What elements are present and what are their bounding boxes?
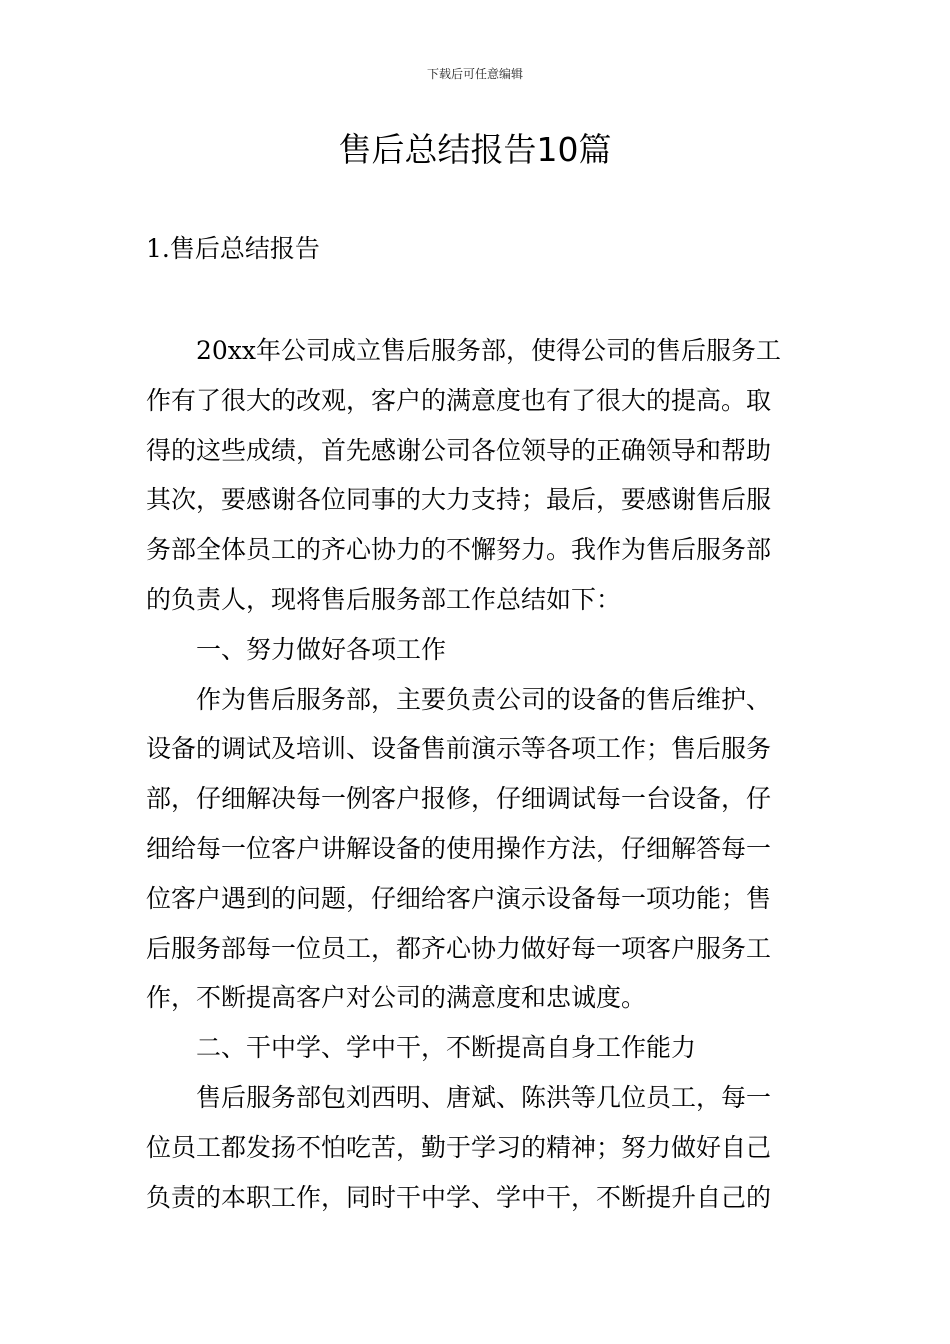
paragraph-line: 负责的本职工作，同时干中学、学中干，不断提升自己的 <box>146 1182 772 1212</box>
paragraph-line: 位员工都发扬不怕吃苦，勤于学习的精神；努力做好自己 <box>146 1132 772 1162</box>
paragraph-line: 作，不断提高客户对公司的满意度和忠诚度。 <box>146 983 647 1013</box>
paragraph-line: 位客户遇到的问题，仔细给客户演示设备每一项功能；售 <box>146 883 772 913</box>
header-note: 下载后可任意编辑 <box>426 67 523 81</box>
paragraph-line: 其次，要感谢各位同事的大力支持；最后，要感谢售后服 <box>146 485 772 515</box>
paragraph-line: 部，仔细解决每一例客户报修，仔细调试每一台设备，仔 <box>146 784 772 814</box>
paragraph-line: 售后服务部包刘西明、唐斌、陈洪等几位员工，每一 <box>196 1082 772 1112</box>
paragraph-line: 务部全体员工的齐心协力的不懈努力。我作为售后服务部 <box>146 535 772 565</box>
document-title: 售后总结报告10篇 <box>338 130 612 169</box>
paragraph-line: 20xx年公司成立售后服务部，使得公司的售后服务工 <box>196 336 782 365</box>
paragraph-line: 作有了很大的改观，客户的满意度也有了很大的提高。取 <box>146 385 772 415</box>
paragraph-line: 细给每一位客户讲解设备的使用操作方法，仔细解答每一 <box>146 833 772 863</box>
paragraph-line: 的负责人，现将售后服务部工作总结如下： <box>146 584 622 614</box>
subheading-line: 二、干中学、学中干，不断提高自身工作能力 <box>196 1033 697 1063</box>
paragraph-line: 作为售后服务部，主要负责公司的设备的售后维护、 <box>196 684 772 714</box>
section-heading: 1.售后总结报告 <box>146 234 320 263</box>
paragraph-line: 设备的调试及培训、设备售前演示等各项工作；售后服务 <box>146 734 772 764</box>
paragraph-line: 得的这些成绩，首先感谢公司各位领导的正确领导和帮助 <box>146 435 772 465</box>
paragraph-line: 后服务部每一位员工，都齐心协力做好每一项客户服务工 <box>146 933 772 963</box>
body-content <box>146 326 811 1222</box>
subheading-line: 一、努力做好各项工作 <box>196 634 447 664</box>
